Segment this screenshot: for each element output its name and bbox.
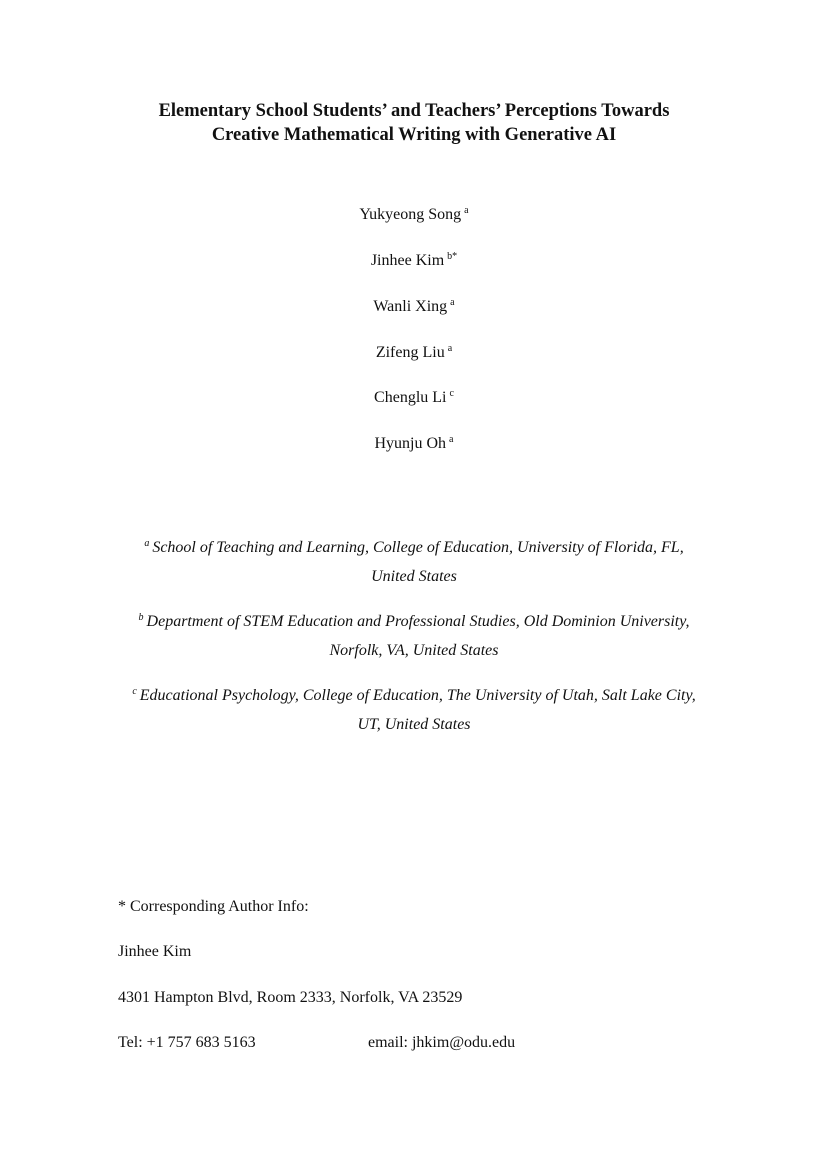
author-name: Chenglu Li (374, 389, 447, 406)
affiliation-c (100, 681, 728, 739)
author-affiliation-mark: a (449, 434, 454, 445)
affiliation-mark: c (132, 686, 137, 697)
contact-phone (118, 1031, 516, 1055)
author-3 (0, 295, 828, 319)
author-name: Yukyeong Song (359, 206, 462, 223)
affiliation-text-continued: UT, United States (357, 716, 471, 733)
contact-address: 4301 Hampton Blvd, Room 2333, Norfolk, VA 23529 (118, 989, 463, 1006)
author-4 (0, 341, 828, 365)
author-name: Zifeng Liu (375, 344, 445, 361)
author-affiliation-mark: b* (447, 251, 458, 262)
paper-title (0, 99, 828, 147)
affiliation-a (100, 533, 728, 591)
author-5 (0, 386, 828, 410)
author-1 (0, 203, 828, 227)
contact-email: email: jhkim@odu.edu (368, 1034, 516, 1051)
affiliation-text-continued: United States (371, 568, 457, 585)
author-affiliation-mark: c (449, 388, 454, 399)
author-6 (0, 432, 828, 456)
affiliation-text-continued: Norfolk, VA, United States (329, 642, 499, 659)
contact-tel: Tel: +1 757 683 5163 (118, 1034, 256, 1051)
affiliation-mark: a (144, 538, 150, 549)
author-name: Jinhee Kim (370, 252, 445, 269)
author-2 (0, 249, 828, 273)
author-affiliation-mark: a (447, 343, 453, 354)
affiliation-text: Department of STEM Education and Professional Studies, Old Dominion University, (146, 613, 690, 630)
author-affiliation-mark: a (450, 297, 455, 308)
paper-title-line-1: Elementary School Students’ and Teachers’ Perceptions Towards (158, 101, 670, 121)
contact-name: Jinhee Kim (118, 943, 192, 960)
affiliation-mark: b (138, 612, 144, 623)
affiliation-text: Educational Psychology, College of Education, The University of Utah, Salt Lake City, (139, 687, 696, 704)
affiliation-text: School of Teaching and Learning, College of Education, University of Florida, FL, (152, 539, 684, 556)
paper-title-line-2: Creative Mathematical Writing with Generative AI (211, 125, 617, 145)
author-name: Wanli Xing (373, 298, 448, 315)
author-name: Hyunju Oh (374, 435, 447, 452)
contact-heading: * Corresponding Author Info: (118, 898, 309, 915)
affiliation-b (100, 607, 728, 665)
author-affiliation-mark: a (464, 205, 469, 216)
